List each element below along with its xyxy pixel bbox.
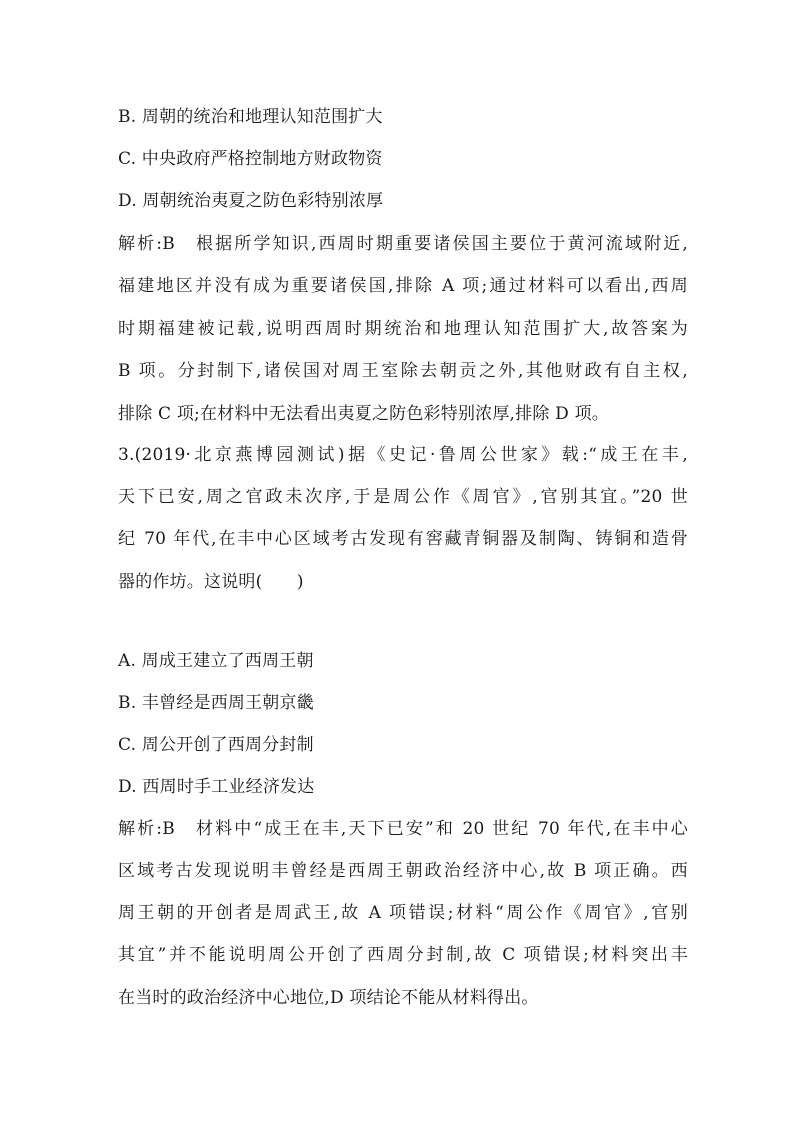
q3-analysis-line-3: 周王朝的开创者是周武王,故 A 项错误;材料“周公作《周官》,官别 xyxy=(118,903,688,923)
q2-analysis-line-5: 排除 C 项;在材料中无法看出夷夏之防色彩特别浓厚,排除 D 项。 xyxy=(118,404,609,424)
q3-stem-line-4: 器的作坊。这说明( ) xyxy=(118,572,304,592)
q3-stem-line-2: 天下已安,周之官政未次序,于是周公作《周官》,官别其宜。”20 世 xyxy=(118,487,688,507)
q3-option-d: D. 西周时手工业经济发达 xyxy=(118,777,315,797)
q2-option-b: B. 周朝的统治和地理认知范围扩大 xyxy=(118,107,383,127)
q3-analysis-line-1: 解析:B 材料中“成王在丰,天下已安”和 20 世纪 70 年代,在丰中心 xyxy=(118,819,688,839)
q3-option-b: B. 丰曾经是西周王朝京畿 xyxy=(118,693,314,713)
q2-analysis-line-1: 解析:B 根据所学知识,西周时期重要诸侯国主要位于黄河流域附近, xyxy=(118,234,688,254)
q3-option-c: C. 周公开创了西周分封制 xyxy=(118,735,314,755)
q3-analysis-line-5: 在当时的政治经济中心地位,D 项结论不能从材料得出。 xyxy=(118,988,539,1008)
q3-option-a: A. 周成王建立了西周王朝 xyxy=(118,651,314,671)
q3-analysis-line-4: 其宜”并不能说明周公开创了西周分封制,故 C 项错误;材料突出丰 xyxy=(118,945,688,965)
q2-analysis-line-4: B 项。分封制下,诸侯国对周王室除去朝贡之外,其他财政有自主权, xyxy=(118,361,688,381)
q2-analysis-line-2: 福建地区并没有成为重要诸侯国,排除 A 项;通过材料可以看出,西周 xyxy=(118,276,688,296)
q2-option-c: C. 中央政府严格控制地方财政物资 xyxy=(118,149,383,169)
q2-option-d: D. 周朝统治夷夏之防色彩特别浓厚 xyxy=(118,191,384,211)
q2-analysis-line-3: 时期福建被记载,说明西周时期统治和地理认知范围扩大,故答案为 xyxy=(118,319,688,339)
q3-stem-line-3: 纪 70 年代,在丰中心区域考古发现有窖藏青铜器及制陶、铸铜和造骨 xyxy=(118,529,688,549)
q3-stem-line-1: 3.(2019·北京燕博园测试)据《史记·鲁周公世家》载:“成王在丰, xyxy=(118,445,688,465)
q3-analysis-line-2: 区域考古发现说明丰曾经是西周王朝政治经济中心,故 B 项正确。西 xyxy=(118,861,688,881)
